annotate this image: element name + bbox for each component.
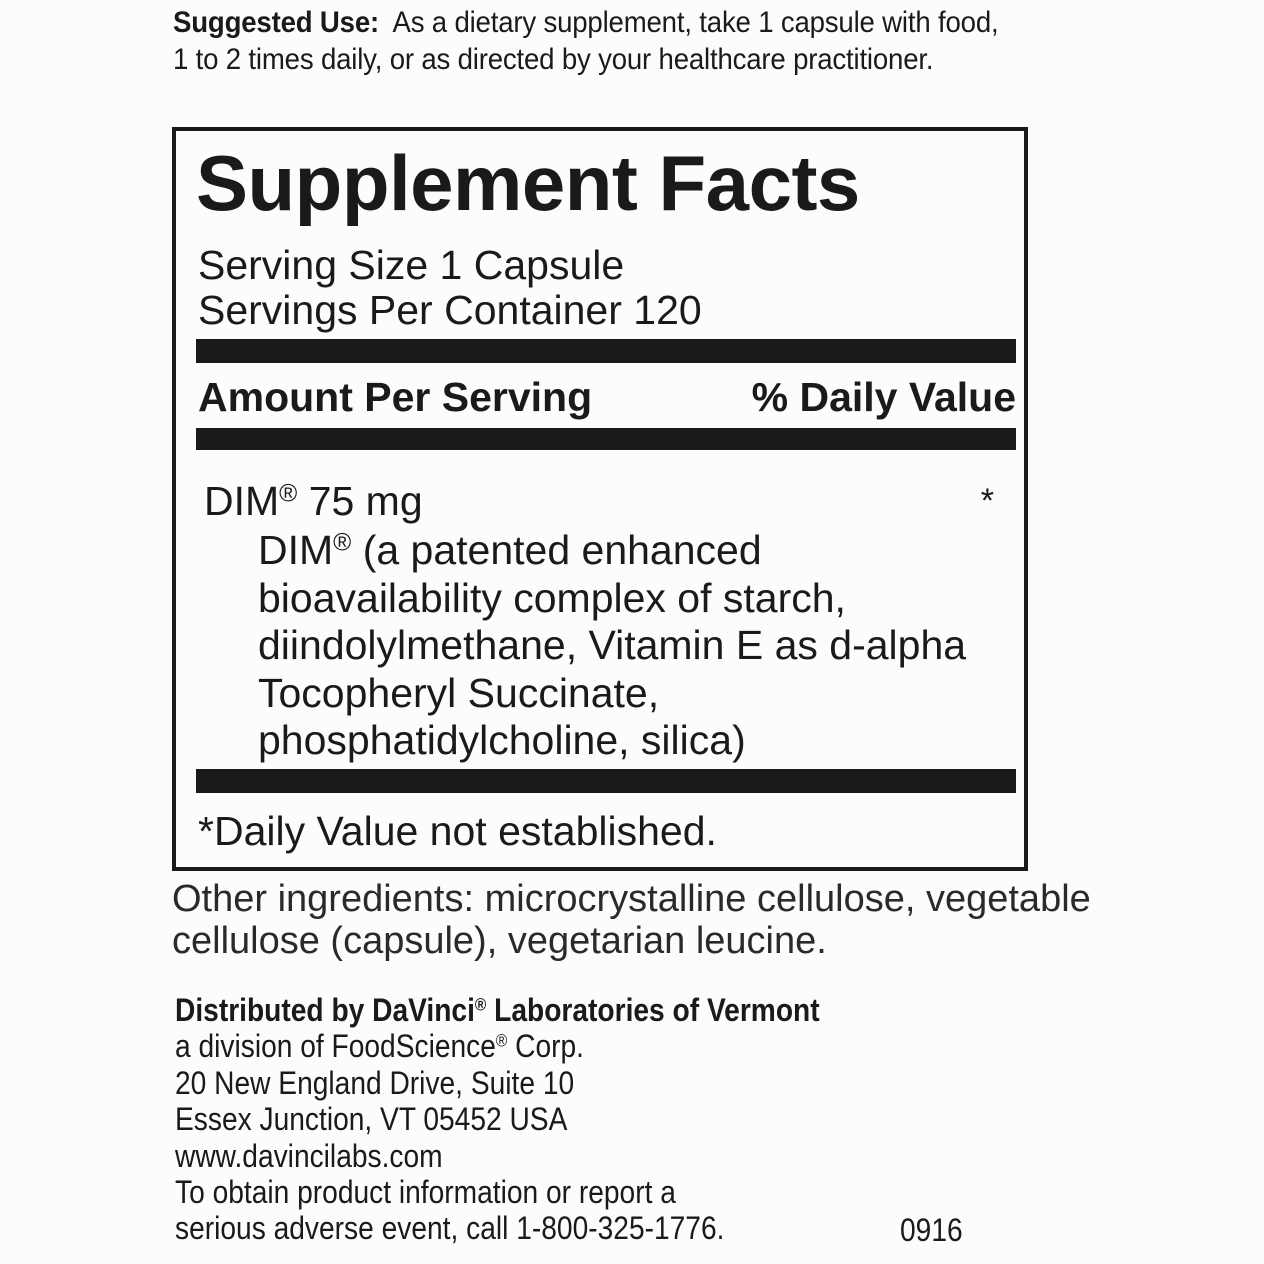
distributor-line [175, 992, 967, 1028]
suggested-use [173, 4, 1001, 78]
website: www.davincilabs.com [175, 1137, 443, 1174]
serving-size: Serving Size 1 Capsule [198, 242, 625, 288]
suggested-use-label: Suggested Use: [173, 6, 380, 39]
registered-mark: ® [495, 1030, 508, 1051]
distributor-name: Distributed by DaVinci [175, 992, 475, 1028]
registered-mark: ® [333, 529, 352, 557]
serving-info [198, 243, 702, 333]
ingredient-description [258, 527, 978, 765]
address-line-2: Essex Junction, VT 05452 USA [175, 1101, 568, 1138]
distributor-name-suffix: Laboratories of Vermont [494, 992, 820, 1028]
thick-divider [196, 428, 1016, 450]
ingredient-daily-value: * [980, 482, 994, 520]
contact-line-1: To obtain product information or report a [175, 1174, 676, 1211]
ingredient-row [204, 478, 423, 524]
division-name: a division of FoodScience [175, 1028, 496, 1065]
thick-divider [196, 339, 1016, 363]
contact-line-2: serious adverse event, call 1-800-325-1776. [175, 1210, 725, 1247]
amount-per-serving-header: Amount Per Serving [198, 374, 593, 420]
suggested-use-text: As a dietary supplement, take 1 capsule with food, 1 to 2 times daily, or as directed by your healthcare practitioner. [173, 6, 999, 76]
thick-divider [196, 769, 1016, 793]
description-text: (a patented enhanced bioavailability complex of starch, diindolylmethane, Vitamin E as d-alpha Tocopheryl Succinate, phosphatidylcholine, silica) [258, 527, 967, 763]
distributor-info [175, 992, 967, 1247]
address-line-1: 20 New England Drive, Suite 10 [175, 1064, 575, 1101]
label-code: 0916 [900, 1212, 963, 1248]
supplement-facts-panel [172, 127, 1028, 871]
registered-mark: ® [474, 994, 487, 1015]
description-name: DIM [258, 527, 334, 573]
division-suffix: Corp. [515, 1028, 584, 1065]
daily-value-footnote: *Daily Value not established. [198, 808, 717, 854]
division-line [175, 1028, 967, 1064]
facts-header-row [198, 369, 1016, 425]
daily-value-header: % Daily Value [751, 374, 1016, 420]
other-ingredients: Other ingredients: microcrystalline cellulose, vegetable cellulose (capsule), vegetarian leucine. [172, 878, 1091, 962]
ingredient-amount: 75 mg [308, 478, 423, 524]
servings-per-container: Servings Per Container 120 [198, 287, 702, 333]
registered-mark: ® [279, 480, 298, 508]
facts-title: Supplement Facts [196, 139, 860, 227]
ingredient-name: DIM [204, 478, 280, 524]
